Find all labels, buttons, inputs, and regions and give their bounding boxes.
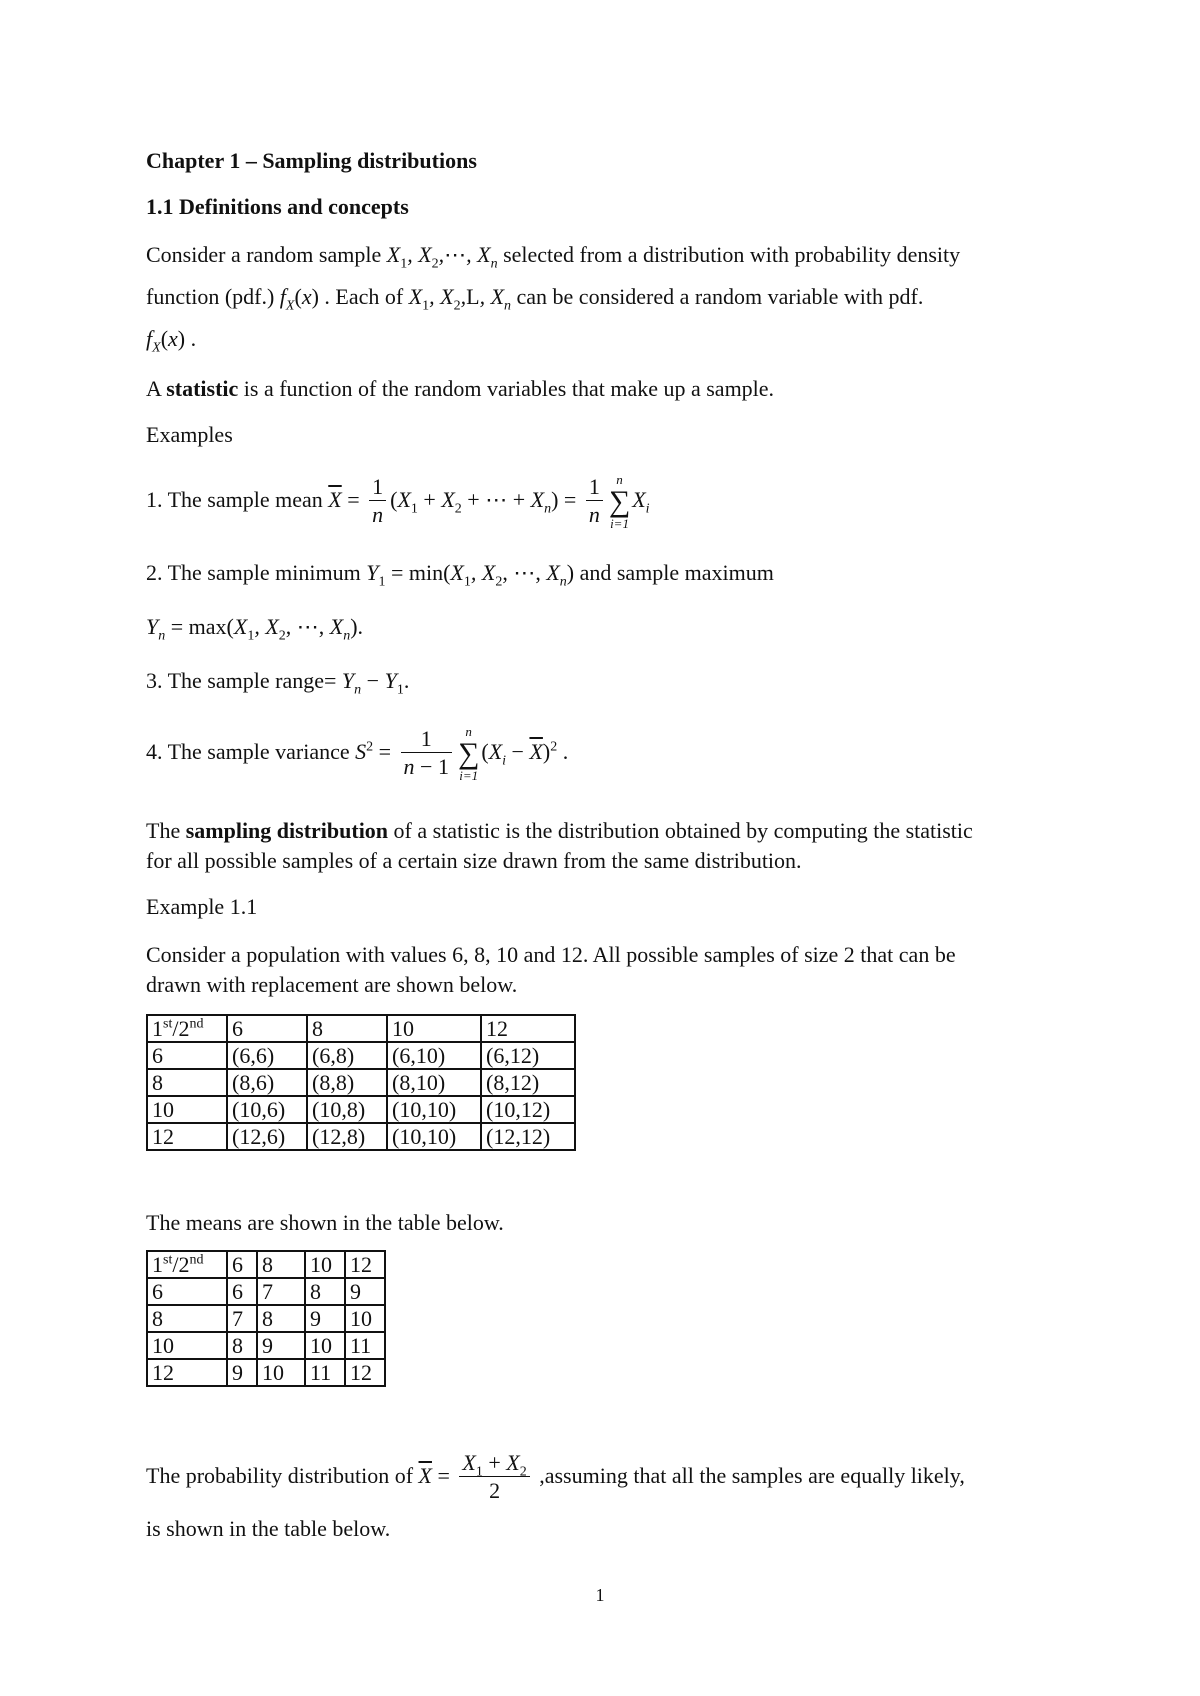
table-row [147,1096,575,1123]
table-cell: 10 [257,1359,305,1386]
table-cell: 9 [305,1305,345,1332]
samples-table [146,1014,576,1151]
table-cell: (6,8) [307,1042,387,1069]
intro-line-3: $f_X(x)$ . [146,326,197,356]
table-cell: (12,12) [481,1123,575,1150]
intro-line-1: Consider a random sample $X_1$, $X_2,\cdots$, $X_n$ selected from a distribution with probability density [146,242,961,272]
table-cell: 10 [147,1332,227,1359]
table-cell: 10 [387,1015,481,1042]
chapter-title: Chapter 1 – Sampling distributions [146,148,477,173]
probability-distribution-line-2: is shown in the table below. [146,1516,391,1541]
table-cell: 1st/2nd [147,1251,227,1278]
table-cell: 9 [257,1332,305,1359]
table-header-row [147,1251,385,1278]
table-cell: (8,12) [481,1069,575,1096]
table-cell: 8 [257,1251,305,1278]
table-cell: 6 [227,1278,257,1305]
section-title: 1.1 Definitions and concepts [146,194,409,219]
example-3-sample-range: 3. The sample range= $Y_n - Y_1$. [146,668,410,698]
table-cell: (6,10) [387,1042,481,1069]
sampling-distribution-definition-line-2: for all possible samples of a certain size drawn from the same distribution. [146,848,802,873]
example-4-sample-variance: 4. The sample variance $S^2$ = $\frac{1}{n - 1}$ n ∑ i=1 $(X_i - \overline{X})^2$ . [146,723,569,783]
table-cell: 6 [227,1015,307,1042]
table-cell: 10 [305,1251,345,1278]
example-1-1-line-2: drawn with replacement are shown below. [146,972,518,997]
table-cell: 9 [345,1278,385,1305]
table-cell: (8,8) [307,1069,387,1096]
table-cell: 11 [345,1332,385,1359]
table-cell: 8 [227,1332,257,1359]
table-cell: 8 [305,1278,345,1305]
table-row [147,1332,385,1359]
table-cell: 1st/2nd [147,1015,227,1042]
table-row [147,1123,575,1150]
table-cell: 8 [147,1305,227,1332]
table-cell: (8,10) [387,1069,481,1096]
table-cell: 12 [345,1359,385,1386]
table-cell: 8 [307,1015,387,1042]
table-cell: 7 [257,1278,305,1305]
table-cell: 6 [147,1278,227,1305]
table-cell: (8,6) [227,1069,307,1096]
table-row [147,1069,575,1096]
table-cell: 10 [305,1332,345,1359]
table-cell: (10,10) [387,1096,481,1123]
page-number: 1 [595,1585,605,1605]
table-cell: 12 [147,1123,227,1150]
table-cell: 7 [227,1305,257,1332]
means-table [146,1250,386,1387]
probability-distribution-line-1: The probability distribution of $\overline{X}$ = $\frac{X_1 + X_2}{2}$ ,assuming that all the samples are equally likely, [146,1450,965,1504]
table-cell: (12,8) [307,1123,387,1150]
table-cell: 6 [147,1042,227,1069]
table-header-row [147,1015,575,1042]
table-cell: 8 [147,1069,227,1096]
examples-label: Examples [146,422,233,447]
example-1-1-line-1: Consider a population with values 6, 8, 10 and 12. All possible samples of size 2 that can be [146,942,956,967]
table-cell: (10,6) [227,1096,307,1123]
table-row [147,1305,385,1332]
table-cell: (10,12) [481,1096,575,1123]
table-cell: 11 [305,1359,345,1386]
example-1-1-label: Example 1.1 [146,894,258,919]
table-cell: (12,6) [227,1123,307,1150]
example-1-sample-mean: 1. The sample mean $\overline{X}$ = $\frac{1}{n}$ ($X_1 + X_2$ + ⋯ + $X_n$) = $\frac{1}{n}$ n ∑ i=1 $X_i$ [146,471,650,531]
table-row [147,1359,385,1386]
table-cell: 8 [257,1305,305,1332]
table-cell: 12 [345,1251,385,1278]
example-2-sample-minimum: 2. The sample minimum $Y_1 = \min(X_1$, $X_2$, ⋯, $X_n$) and sample maximum [146,560,774,590]
sampling-distribution-definition-line-1: The sampling distribution of a statistic is the distribution obtained by computing the statistic [146,818,973,843]
table-cell: 10 [345,1305,385,1332]
table-cell: (6,12) [481,1042,575,1069]
means-caption: The means are shown in the table below. [146,1210,504,1235]
example-2-sample-maximum: $Y_n = \max(X_1$, $X_2$, ⋯, $X_n$). [146,614,364,644]
statistic-definition: A statistic is a function of the random variables that make up a sample. [146,376,775,401]
table-cell: 9 [227,1359,257,1386]
table-cell: 10 [147,1096,227,1123]
table-cell: 12 [481,1015,575,1042]
intro-line-2: function (pdf.) $f_X(x)$ . Each of $X_1$, $X_2,L$, $X_n$ can be considered a random variable with pdf. [146,284,924,314]
table-cell: (6,6) [227,1042,307,1069]
table-cell: (10,10) [387,1123,481,1150]
table-cell: 12 [147,1359,227,1386]
table-cell: (10,8) [307,1096,387,1123]
table-cell: 6 [227,1251,257,1278]
table-row [147,1278,385,1305]
table-row [147,1042,575,1069]
